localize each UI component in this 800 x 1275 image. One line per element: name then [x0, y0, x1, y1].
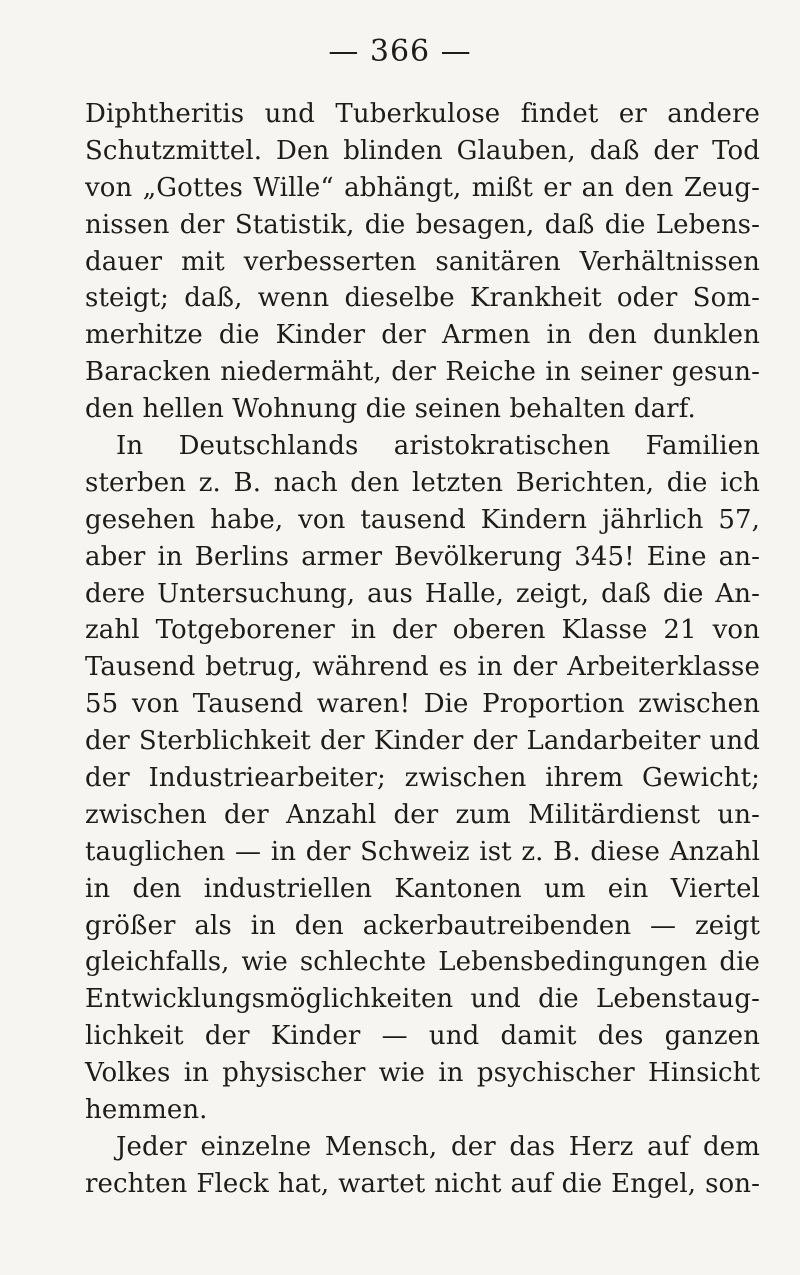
text-line: der Industriearbeiter; zwischen ihrem Gewicht; — [85, 763, 760, 794]
text-line: aber in Berlins armer Bevölkerung 345! Eine an- — [85, 541, 760, 572]
text-line: von „Gottes Wille“ abhängt, mißt er an den Zeug- — [85, 172, 760, 203]
text-line: tauglichen — in der Schweiz ist z. B. diese Anzahl — [85, 836, 760, 867]
text-line: dauer mit verbesserten sanitären Verhältnissen — [85, 246, 760, 277]
paragraph-2 — [85, 428, 760, 1129]
text-line: Diphtheritis und Tuberkulose findet er andere — [85, 99, 760, 129]
text-line: nissen der Statistik, die besagen, daß die Lebens- — [85, 209, 760, 240]
page-number: — 366 — — [328, 34, 472, 69]
text-line: den hellen Wohnung die seinen behalten darf. — [85, 394, 696, 425]
text-line: merhitze die Kinder der Armen in den dunklen — [85, 320, 760, 351]
text-line: Jeder einzelne Mensch, der das Herz auf dem — [116, 1131, 760, 1162]
text-line: in den industriellen Kantonen um ein Viertel — [85, 873, 760, 904]
text-line: gleichfalls, wie schlechte Lebensbedingungen die — [85, 947, 760, 978]
text-line: Baracken niedermäht, der Reiche in seiner gesun- — [85, 357, 760, 388]
text-line: In Deutschlands aristokratischen Familien — [116, 431, 760, 462]
text-line: größer als in den ackerbautreibenden — zeigt — [85, 910, 760, 941]
text-line: zahl Totgeborener in der oberen Klasse 21 von — [85, 615, 760, 646]
text-line: dere Untersuchung, aus Halle, zeigt, daß die An- — [85, 578, 760, 609]
text-line: steigt; daß, wenn dieselbe Krankheit oder Som- — [85, 283, 760, 314]
paragraph-3 — [85, 1129, 760, 1203]
text-line: gesehen habe, von tausend Kindern jährlich 57, — [85, 504, 760, 535]
text-line: rechten Fleck hat, wartet nicht auf die Engel, son- — [85, 1168, 760, 1199]
body-text — [85, 96, 760, 1203]
text-line: Volkes in physischer wie in psychischer Hinsicht — [85, 1058, 760, 1089]
text-line: lichkeit der Kinder — und damit des ganzen — [85, 1021, 760, 1052]
text-line: Tausend betrug, während es in der Arbeiterklasse — [85, 652, 760, 683]
text-line: zwischen der Anzahl der zum Militärdienst un- — [85, 799, 760, 830]
text-line: Entwicklungsmöglichkeiten und die Lebenstaug- — [85, 984, 760, 1015]
text-line: sterben z. B. nach den letzten Berichten, die ich — [85, 467, 760, 498]
text-line: der Sterblichkeit der Kinder der Landarbeiter und — [85, 726, 760, 757]
text-line: 55 von Tausend waren! Die Proportion zwischen — [85, 689, 760, 720]
paragraph-1 — [85, 96, 760, 428]
text-line: hemmen. — [85, 1095, 208, 1126]
text-line: Schutzmittel. Den blinden Glauben, daß der Tod — [85, 135, 760, 166]
